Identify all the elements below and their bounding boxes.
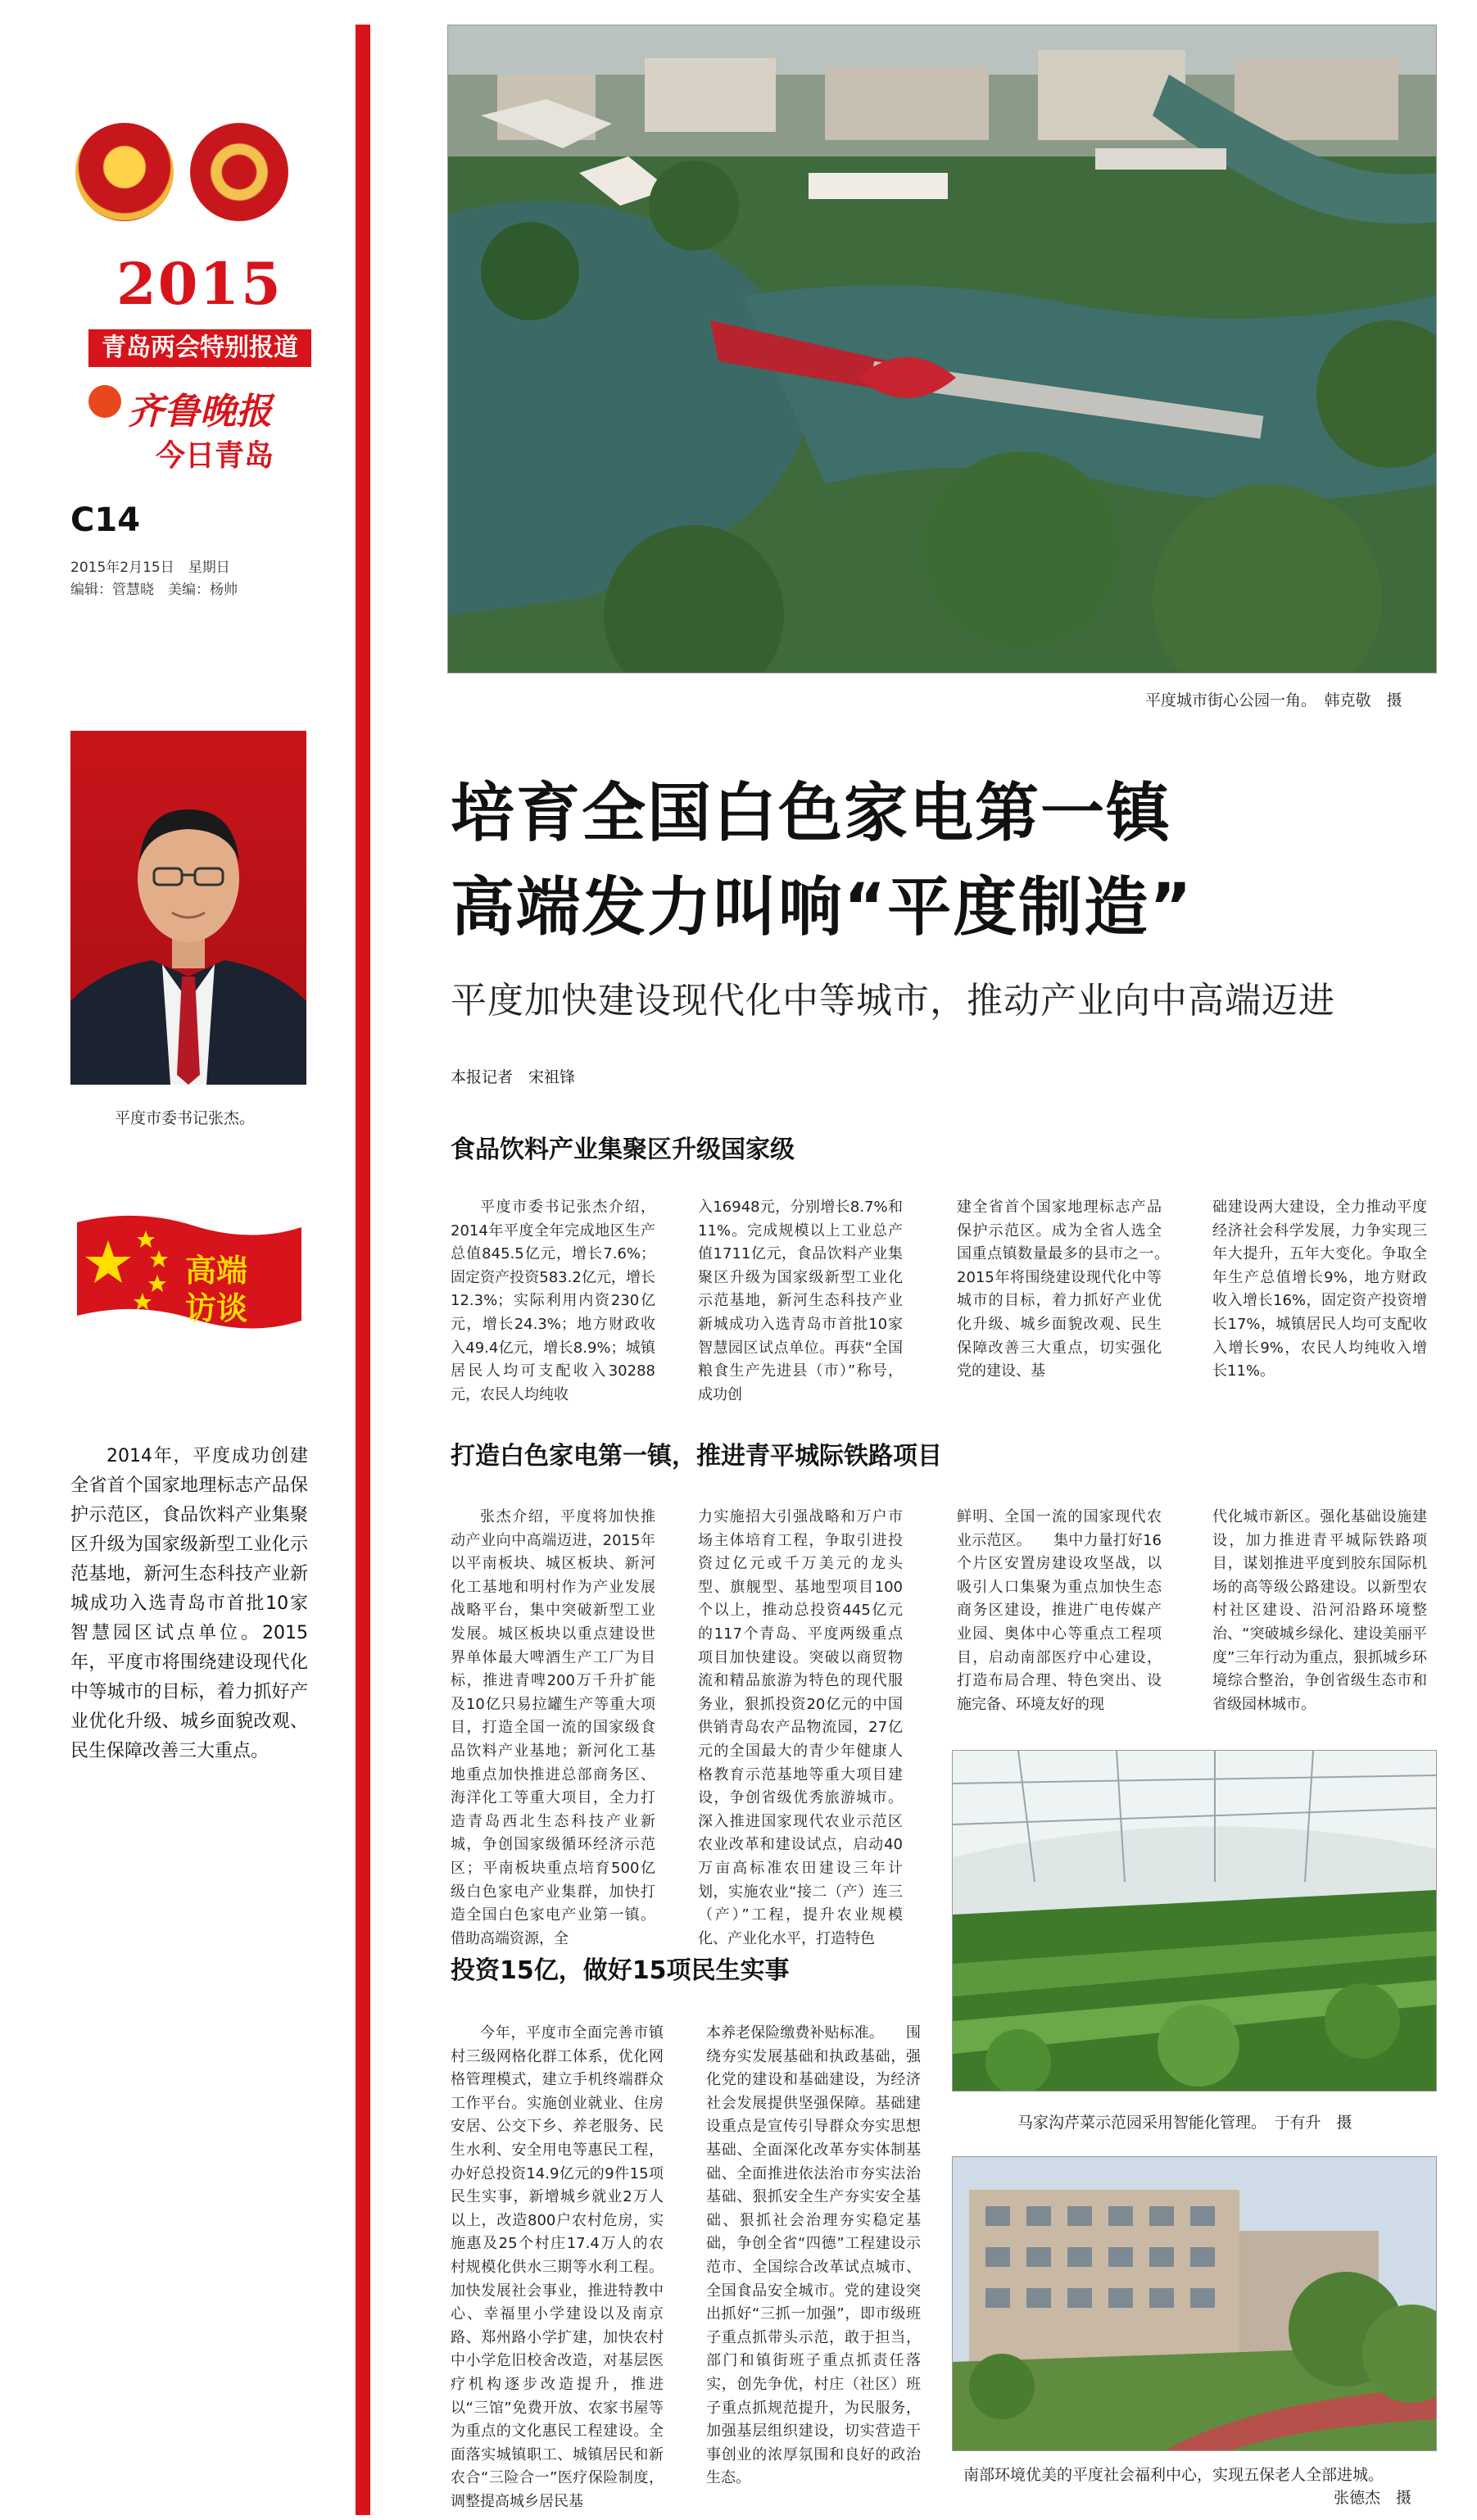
top-photo-caption: 平度城市街心公园一角。 韩克敬 摄 <box>1145 691 1402 709</box>
section-1-column-1: 平度市委书记张杰介绍，2014年平度全年完成地区生产总值845.5亿元，增长7.6%；固定资产投资583.2亿元，增长12.3%；实际利用内资230亿元，增长24.3%；地方财政收入49.4亿元，增长8.9%；城镇居民人均可支配收入30288元，农民人均纯收 <box>451 1199 655 1403</box>
subheadline: 平度加快建设现代化中等城市，推动产业向中高端迈进 <box>451 980 1335 1022</box>
special-report-banner: 青岛两会特别报道 <box>88 329 311 367</box>
section-heading-1: 食品饮料产业集聚区升级国家级 <box>451 1135 795 1164</box>
section-3-column-2: 本养老保险缴费补贴标准。 围绕夯实发展基础和执政基础，强化党的建设和基础建设，为经济社会发展提供坚强保障。基础建设重点是宣传引导群众夯实思想基础、全面深化改革夯实体制基础、全面推进依法治市夯实法治基础、狠抓安全生产夯实安全基础、狠抓社会治理夯实稳定基础，争创全省“四德”工程建设示范市、全国综合改革试点城市、全国食品安全城市。党的建设突出抓好“三抓一加强”，即市级班子重点抓带头示范，敢于担当，部门和镇街班子重点抓责任落实，创先争优，村庄（社区）班子重点抓规范提升，为民服务，加强基层组织建设，切实营造干事创业的浓厚氛围和良好的政治生态。 <box>706 2024 921 2487</box>
page-number: C14 <box>70 501 141 539</box>
section-2-column-1: 张杰介绍，平度将加快推动产业向中高端迈进，2015年以平南板块、城区板块、新河化工基地和明村作为产业发展战略平台，集中突破新型工业发展。城区板块以重点建设世界单体最大啤酒生产工厂为目标，推进青啤200万千升扩能及10亿只易拉罐生产等重大项目，打造全国一流的国家级食品饮料产业基地；新河化工基地重点加快推进总部商务区、海洋化工等重大项目，全力打造青岛西北生态科技产业新城，争创国家级循环经济示范区；平南板块重点培育500亿级白色家电产业集群，加快打造全国白色家电产业第一镇。借助高端资源，全 <box>451 1508 655 1947</box>
masthead-year: 2015 <box>116 250 283 318</box>
portrait-photo <box>70 731 306 1085</box>
headline-line-2: 高端发力叫响“平度制造” <box>451 871 1194 945</box>
section-heading-3: 投资15亿，做好15项民生实事 <box>451 1956 790 1985</box>
interview-label-line1: 高端 <box>185 1253 248 1289</box>
section-1-column-2: 入16948元，分别增长8.7%和11%。完成规模以上工业总产值1711亿元，食品饮料产业集聚区升级为国家级新型工业化示范基地，新河生态科技产业新城成功入选青岛市首批10家智慧园区试点单位。再获“全国粮食生产先进县（市）”称号，成功创 <box>698 1199 903 1403</box>
greenhouse-illustration <box>953 1751 1436 2091</box>
welfare-caption-line2: 张德杰 摄 <box>1334 2489 1412 2507</box>
red-divider-bar <box>356 25 370 2515</box>
interview-banner <box>70 1212 308 1348</box>
newspaper-logo-icon <box>88 385 121 418</box>
welfare-caption-line1: 南部环境优美的平度社会福利中心，实现五保老人全部进城。 <box>963 2466 1384 2484</box>
national-emblem-icon <box>75 123 174 221</box>
welfare-center-photo <box>952 2156 1437 2451</box>
section-2-column-4: 代化城市新区。强化基础设施建设，加力推进青平城际铁路项目，谋划推进平度到胶东国际机场的高等级公路建设。以新型农村社区建设、沿河沿路环境整治、“突破城乡绿化、建设美丽平度”三年行动为重点，狠抓城乡环境综合整治，争创省级生态市和省级园林城市。 <box>1212 1508 1427 1713</box>
newspaper-name: 齐鲁晚报 <box>128 391 272 433</box>
interview-label <box>185 1252 247 1327</box>
park-illustration <box>448 25 1436 673</box>
section-1-column-3: 建全省首个国家地理标志产品保护示范区。成为全省人选全国重点镇数量最多的县市之一。 2015年将围绕建设现代化中等城市的目标，着力抓好产业优化升级、城乡面貌改观、民生保障改善三大重点，切实强化党的建设、基 <box>957 1199 1191 1380</box>
greenhouse-caption: 马家沟芹菜示范园采用智能化管理。 于有升 摄 <box>1017 2114 1352 2132</box>
section-3-column-1: 今年，平度市全面完善市镇村三级网格化群工体系，优化网格管理模式，建立手机终端群众工作平台。实施创业就业、住房安居、公交下乡、养老服务、民生水利、安全用电等惠民工程，办好总投资14.9亿元的9件15项民生实事，新增城乡就业2万人以上，改造800户农村危房，实施惠及25个村庄17.4万人的农村规模化供水三期等水利工程。加快发展社会事业，推进特教中心、幸福里小学建设以及南京路、郑州路小学扩建，加快农村中小学危旧校舍改造，对基层医疗机构逐步改造提升，推进以“三馆”免费开放、农家书屋等为重点的文化惠民工程建设。全面落实城镇职工、城镇居民和新农合“三险合一”医疗保险制度，调整提高城乡居民基 <box>451 2024 664 2510</box>
top-park-photo <box>447 25 1437 673</box>
page-meta <box>70 557 238 601</box>
edition-name: 今日青岛 <box>156 439 274 473</box>
section-1-column-4: 础建设两大建设，全力推动平度经济社会科学发展，力争实现三年大提升，五年大变化。争取全年生产总值增长9%，地方财政收入增长16%，固定资产投资增长17%，城镇居民人均可支配收入增长9%，农民人均纯收入增长11%。 <box>1212 1199 1427 1380</box>
section-2-column-3: 鲜明、全国一流的国家现代农业示范区。 集中力量打好16个片区安置房建设攻坚战，以吸引人口集聚为重点加快生态商务区建设，推进广电传媒产业园、奥体中心等重点工程项目，启动南部医疗中心建设，打造布局合理、特色突出、设施完备、环境友好的现 <box>957 1508 1162 1713</box>
editor-credits: 编辑：管慧晓 美编：杨帅 <box>70 582 238 598</box>
portrait-figure <box>70 731 306 1085</box>
interview-label-line2: 访谈 <box>185 1290 248 1326</box>
welfare-center-illustration <box>953 2157 1436 2450</box>
issue-date: 2015年2月15日 星期日 <box>70 560 230 576</box>
headline-line-1: 培育全国白色家电第一镇 <box>451 777 1172 850</box>
section-2-column-2: 力实施招大引强战略和万户市场主体培育工程，争取引进投资过亿元或千万美元的龙头型、旗舰型、基地型项目100个以上，推动总投资445亿元的117个青岛、平度两级重点项目加快建设。突破以商贸物流和精品旅游为特色的现代服务业，狠抓投资20亿元的中国供销青岛农产品物流园，27亿元的全国最大的青少年健康人格教育示范基地等重大项目建设，争创省级优秀旅游城市。深入推进国家现代农业示范区农业改革和建设试点，启动40万亩高标准农田建设三年计划，实施农业“接二（产）连三（产）”工程，提升农业规模化、产业化水平，打造特色 <box>698 1508 903 1947</box>
byline: 本报记者 宋祖锋 <box>451 1068 576 1086</box>
sidebar-summary: 2014年，平度成功创建全省首个国家地理标志产品保护示范区，食品饮料产业集聚区升级为国家级新型工业化示范基地，新河生态科技产业新城成功入选青岛市首批10家智慧园区试点单位。2015年，平度市将围绕建设现代化中等城市的目标，着力抓好产业优化升级、城乡面貌改观、民生保障改善三大重点。 <box>70 1446 308 1761</box>
greenhouse-photo <box>952 1750 1437 2092</box>
section-heading-2: 打造白色家电第一镇，推进青平城际铁路项目 <box>451 1442 942 1471</box>
cppcc-emblem-icon <box>190 123 288 221</box>
portrait-caption: 平度市委书记张杰。 <box>115 1109 256 1127</box>
